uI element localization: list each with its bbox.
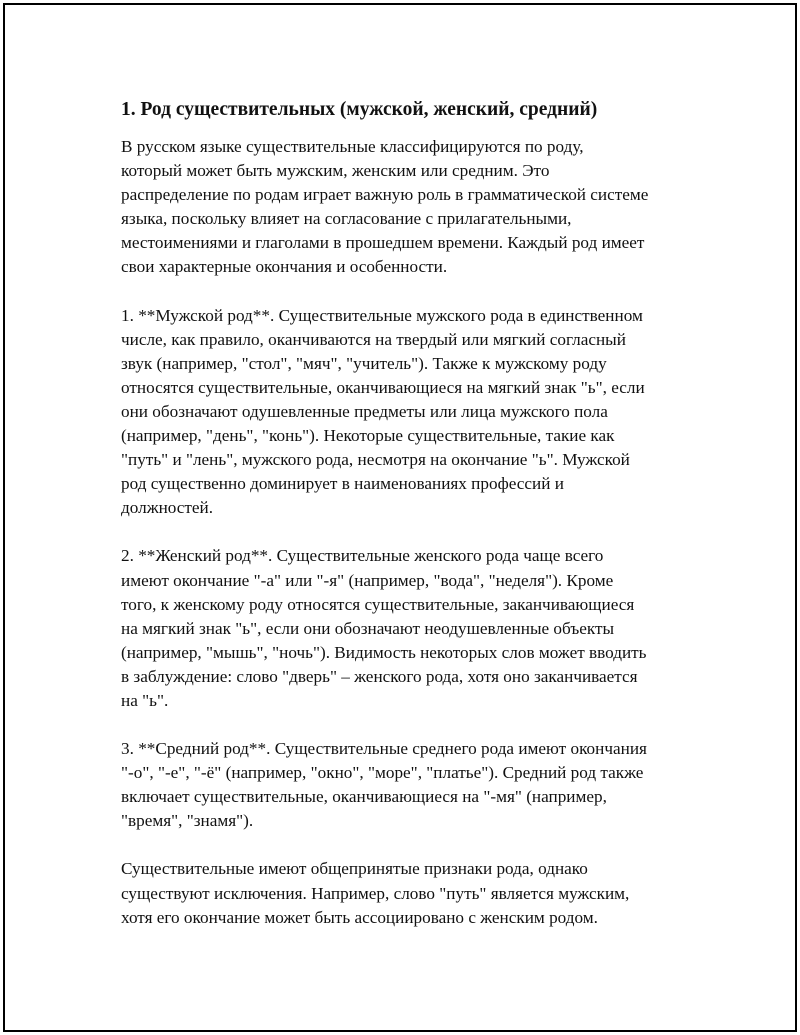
page-border (3, 3, 797, 1032)
text-line: включает существительные, оканчивающиеся на "-мя" (например, (121, 787, 607, 807)
document-body (121, 98, 701, 954)
text-line: Существительные имеют общепринятые признаки рода, однако (121, 859, 588, 879)
text-line: "-о", "-е", "-ё" (например, "окно", "море", "платье"). Средний род также (121, 763, 644, 783)
text-line: который может быть мужским, женским или средним. Это (121, 161, 550, 181)
text-line: (например, "мышь", "ночь"). Видимость некоторых слов может вводить (121, 642, 647, 662)
text-line: 3. **Средний род**. Существительные среднего рода имеют окончания (121, 739, 647, 759)
text-line: существуют исключения. Например, слово "путь" является мужским, (121, 883, 630, 903)
text-line: "путь" и "лень", мужского рода, несмотря на окончание "ь". Мужской (121, 450, 630, 470)
intro-paragraph (121, 135, 701, 280)
text-line: языка, поскольку влияет на согласование с прилагательными, (121, 209, 572, 229)
text-line: (например, "день", "конь"). Некоторые существительные, такие как (121, 426, 615, 446)
feminine-paragraph (121, 544, 701, 713)
text-line: числе, как правило, оканчиваются на твердый или мягкий согласный (121, 329, 626, 349)
text-line: относятся существительные, оканчивающиеся на мягкий знак "ь", если (121, 377, 645, 397)
text-line: хотя его окончание может быть ассоциировано с женским родом. (121, 907, 598, 927)
text-line: в заблуждение: слово "дверь" – женского рода, хотя оно заканчивается (121, 666, 638, 686)
text-line: должностей. (121, 498, 214, 518)
text-line: на "ь". (121, 690, 169, 710)
text-line: род существенно доминирует в наименованиях профессий и (121, 474, 564, 494)
text-line: местоимениями и глаголами в прошедшем времени. Каждый род имеет (121, 233, 645, 253)
masculine-paragraph (121, 304, 701, 521)
text-line: 2. **Женский род**. Существительные женского рода чаще всего (121, 546, 604, 566)
text-line: В русском языке существительные классифицируются по роду, (121, 137, 584, 156)
neuter-paragraph (121, 737, 701, 833)
section-heading: 1. Род существительных (мужской, женский, средний) (121, 99, 598, 120)
text-line: свои характерные окончания и особенности. (121, 257, 448, 277)
text-line: на мягкий знак "ь", если они обозначают неодушевленные объекты (121, 618, 615, 638)
text-line: они обозначают одушевленные предметы или лица мужского пола (121, 401, 608, 421)
text-line: 1. **Мужской род**. Существительные мужского рода в единственном (121, 305, 643, 325)
text-line: "время", "знамя"). (121, 811, 254, 831)
text-line: имеют окончание "-а" или "-я" (например, "вода", "неделя"). Кроме (121, 570, 614, 590)
conclusion-paragraph (121, 857, 701, 929)
text-line: того, к женскому роду относятся существительные, заканчивающиеся (121, 594, 635, 614)
text-line: звук (например, "стол", "мяч", "учитель"). Также к мужскому роду (121, 353, 607, 373)
text-line: распределение по родам играет важную роль в грамматической системе (121, 185, 649, 205)
